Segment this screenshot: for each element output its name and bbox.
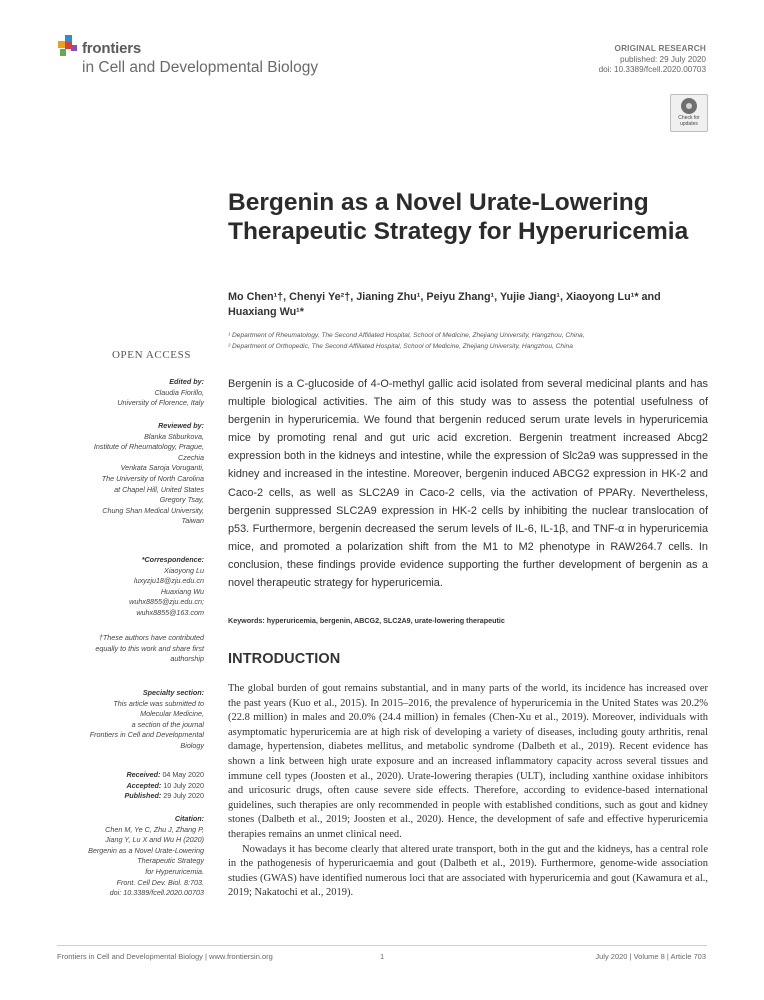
open-access-label: OPEN ACCESS	[112, 349, 192, 361]
sidebar-line: Jiang Y, Lu X and Wu H (2020)	[105, 835, 204, 845]
section-heading: INTRODUCTION	[228, 651, 341, 667]
publisher-brand: frontiers	[82, 40, 142, 57]
correspondence-section	[44, 555, 204, 619]
correspondence-label: *Correspondence:	[141, 555, 204, 564]
sidebar-line: Molecular Medicine,	[140, 709, 204, 719]
sidebar-line: for Hyperuricemia.	[145, 866, 204, 876]
author-list: Mo Chen¹†, Chenyi Ye²†, Jianing Zhu¹, Peiyu Zhang¹, Yujie Jiang¹, Xiaoyong Lu¹* and Huaxiang Wu¹*	[228, 291, 661, 318]
check-for-updates-button[interactable]	[670, 94, 708, 132]
affiliation-1: ¹ Department of Rheumatology, The Second Affiliated Hospital, School of Medicine, Zhejiang University, Hangzhou, China,	[228, 332, 585, 339]
keywords	[228, 616, 708, 625]
reviewed-by-section	[44, 421, 204, 527]
keywords-list: hyperuricemia, bergenin, ABCG2, SLC2A9, urate-lowering therapeutic	[266, 616, 505, 625]
affiliations	[228, 330, 708, 352]
sidebar-line: Gregory Tsay,	[159, 495, 204, 505]
sidebar-line: Blanka Stiburkova,	[144, 431, 204, 441]
sidebar-line: Biology	[180, 740, 204, 750]
sidebar-line: University of Florence, Italy	[117, 398, 204, 408]
article-type: ORIGINAL RESEARCH	[614, 44, 706, 53]
reviewed-by-label: Reviewed by:	[158, 421, 204, 430]
introduction-body	[228, 682, 708, 901]
sidebar-line: authorship	[170, 654, 204, 664]
edited-by-section	[44, 377, 204, 409]
sidebar-line: Chung Shan Medical University,	[102, 505, 204, 515]
citation-label: Citation:	[174, 814, 204, 823]
page-number: 1	[380, 952, 385, 961]
footer-divider	[57, 945, 707, 946]
footer-journal-link[interactable]: Frontiers in Cell and Developmental Biology | www.frontiersin.org	[57, 952, 273, 961]
paragraph: Nowadays it has become clearly that altered urate transport, both in the gut and the kidneys, has a central role in the pathogenesis of hyperuricaemia and gout (Dalbeth et al., 2019). Furthermore, genome-wide association studies (GWAS) have identified numerous loci that are associated with hyperuricemia and gout (Kawamura et al., 2019; Nakatochi et al., 2019).	[228, 843, 708, 899]
doi-link[interactable]: doi: 10.3389/fcell.2020.00703	[109, 888, 204, 898]
specialty-label: Specialty section:	[142, 688, 204, 697]
received-line: Received: 04 May 2020	[126, 770, 204, 779]
sidebar-line: equally to this work and share first	[95, 643, 204, 653]
article-meta	[599, 44, 706, 76]
published-date: published: 29 July 2020	[619, 54, 706, 64]
sidebar-line: Taiwan	[181, 516, 204, 526]
email-link[interactable]: wuhx8855@zju.edu.cn;	[129, 597, 204, 607]
sidebar-line: Czechia	[178, 452, 204, 462]
journal-name: in Cell and Developmental Biology	[82, 59, 319, 76]
sidebar-line: Xiaoyong Lu	[164, 565, 204, 575]
article-title: Bergenin as a Novel Urate-Lowering Therapeutic Strategy for Hyperuricemia	[228, 189, 689, 245]
frontiers-logo-icon	[57, 32, 79, 58]
sidebar-line: Bergenin as a Novel Urate-Lowering	[88, 845, 204, 855]
affiliation-2: ² Department of Orthopedic, The Second Affiliated Hospital, School of Medicine, Zhejiang University, Hangzhou, China	[228, 343, 573, 350]
paragraph: The global burden of gout remains substantial, and in many parts of the world, its incidence has increased over the past years (Kuo et al., 2015). In 2015–2016, the prevalence of hyperuricemia in the United States was 20.2% (22.8 million) in males and 20.0% (24.4 million) in females (Chen-Xu et al., 2019). Moreover, individuals with asymptomatic hyperuricemia are at high risk of developing a variety of diseases, including gouty arthritis, renal damage, hypertension, diabetes mellitus, and metabolic syndrome (Dalbeth et al., 2019). Recent evidence has shown a link between high urate exposure and an increased inflammatory capacity across several tissues and immune cell types (Joosten et al., 2020). Urate-lowering therapies (ULT), including xanthine oxidase inhibitors and uricosuric drugs, often cause severe side effects. Therefore, according to evidence-based international guidelines, such therapies are only recommended in people with established conditions, such as gout and kidney stones (Dalbeth et al., 2019; Joosten et al., 2020). Hence, the development of safe and effective hyperuricemia therapies remains an unmet clinical need.	[228, 683, 708, 840]
contribution-note	[44, 633, 204, 665]
sidebar-line: Front. Cell Dev. Biol. 8:703.	[116, 877, 204, 887]
sidebar-line: Institute of Rheumatology, Prague,	[93, 442, 204, 452]
keywords-label: Keywords:	[228, 616, 265, 625]
sidebar-line: Huaxiang Wu	[160, 586, 204, 596]
sidebar-line: Therapeutic Strategy	[137, 856, 204, 866]
check-updates-label: Check for updates	[678, 115, 700, 127]
accepted-line: Accepted: 10 July 2020	[126, 780, 204, 790]
sidebar-line: Chen M, Ye C, Zhu J, Zhang P,	[105, 824, 204, 834]
sidebar-line: This article was submitted to	[113, 698, 204, 708]
citation-section	[44, 814, 204, 899]
specialty-section	[44, 688, 204, 752]
doi[interactable]: doi: 10.3389/fcell.2020.00703	[598, 65, 706, 74]
sidebar-line: at Chapel Hill, United States	[114, 484, 204, 494]
sidebar-line: Claudia Fiorillo,	[154, 387, 204, 397]
update-badge-icon	[681, 98, 697, 114]
dates-section	[44, 770, 204, 802]
sidebar-line: The University of North Carolina	[101, 473, 204, 483]
sidebar-line: Frontiers in Cell and Developmental	[89, 730, 204, 740]
edited-by-label: Edited by:	[169, 377, 204, 386]
sidebar-line: Venkata Saroja Voruganti,	[120, 463, 204, 473]
published-line: Published: 29 July 2020	[124, 791, 204, 801]
sidebar-line: a section of the journal	[131, 719, 204, 729]
email-link[interactable]: wuhx8855@163.com	[136, 607, 204, 617]
sidebar-line: †These authors have contributed	[98, 633, 204, 642]
email-link[interactable]: luxyzju18@zju.edu.cn	[133, 576, 204, 586]
abstract: Bergenin is a C-glucoside of 4-O-methyl gallic acid isolated from several medicinal plants and has multiple biological activities. The aim of this study was to assess the potential usefulness of bergenin in hyperuricemia. We found that bergenin reduced serum urate levels in hyperuricemia mice by promoting renal and gut uric acid excretion. Bergenin treatment increased Abcg2 expression both in the kidneys and intestine, while the expression of Slc2a9 was suppressed in the kidney and increased in the intestine. Moreover, bergenin induced ABCG2 expression in HK-2 and Caco-2 cells, as well as SLC2A9 in Caco-2 cells, via the activation of PPARγ. Nevertheless, bergenin suppressed SLC2A9 expression in HK-2 cells by inhibiting the nuclear translocation of p53. Furthermore, bergenin decreased the serum levels of IL-6, IL-1β, and TNF-α in hyperuricemia mice, and promoted a polarization shift from the M1 to M2 phenotype in RAW264.7 cells. In conclusion, these findings provide evidence supporting the further development of bergenin as a novel therapeutic strategy for hyperuricemia.	[228, 378, 708, 590]
footer-issue-info: July 2020 | Volume 8 | Article 703	[595, 952, 706, 961]
